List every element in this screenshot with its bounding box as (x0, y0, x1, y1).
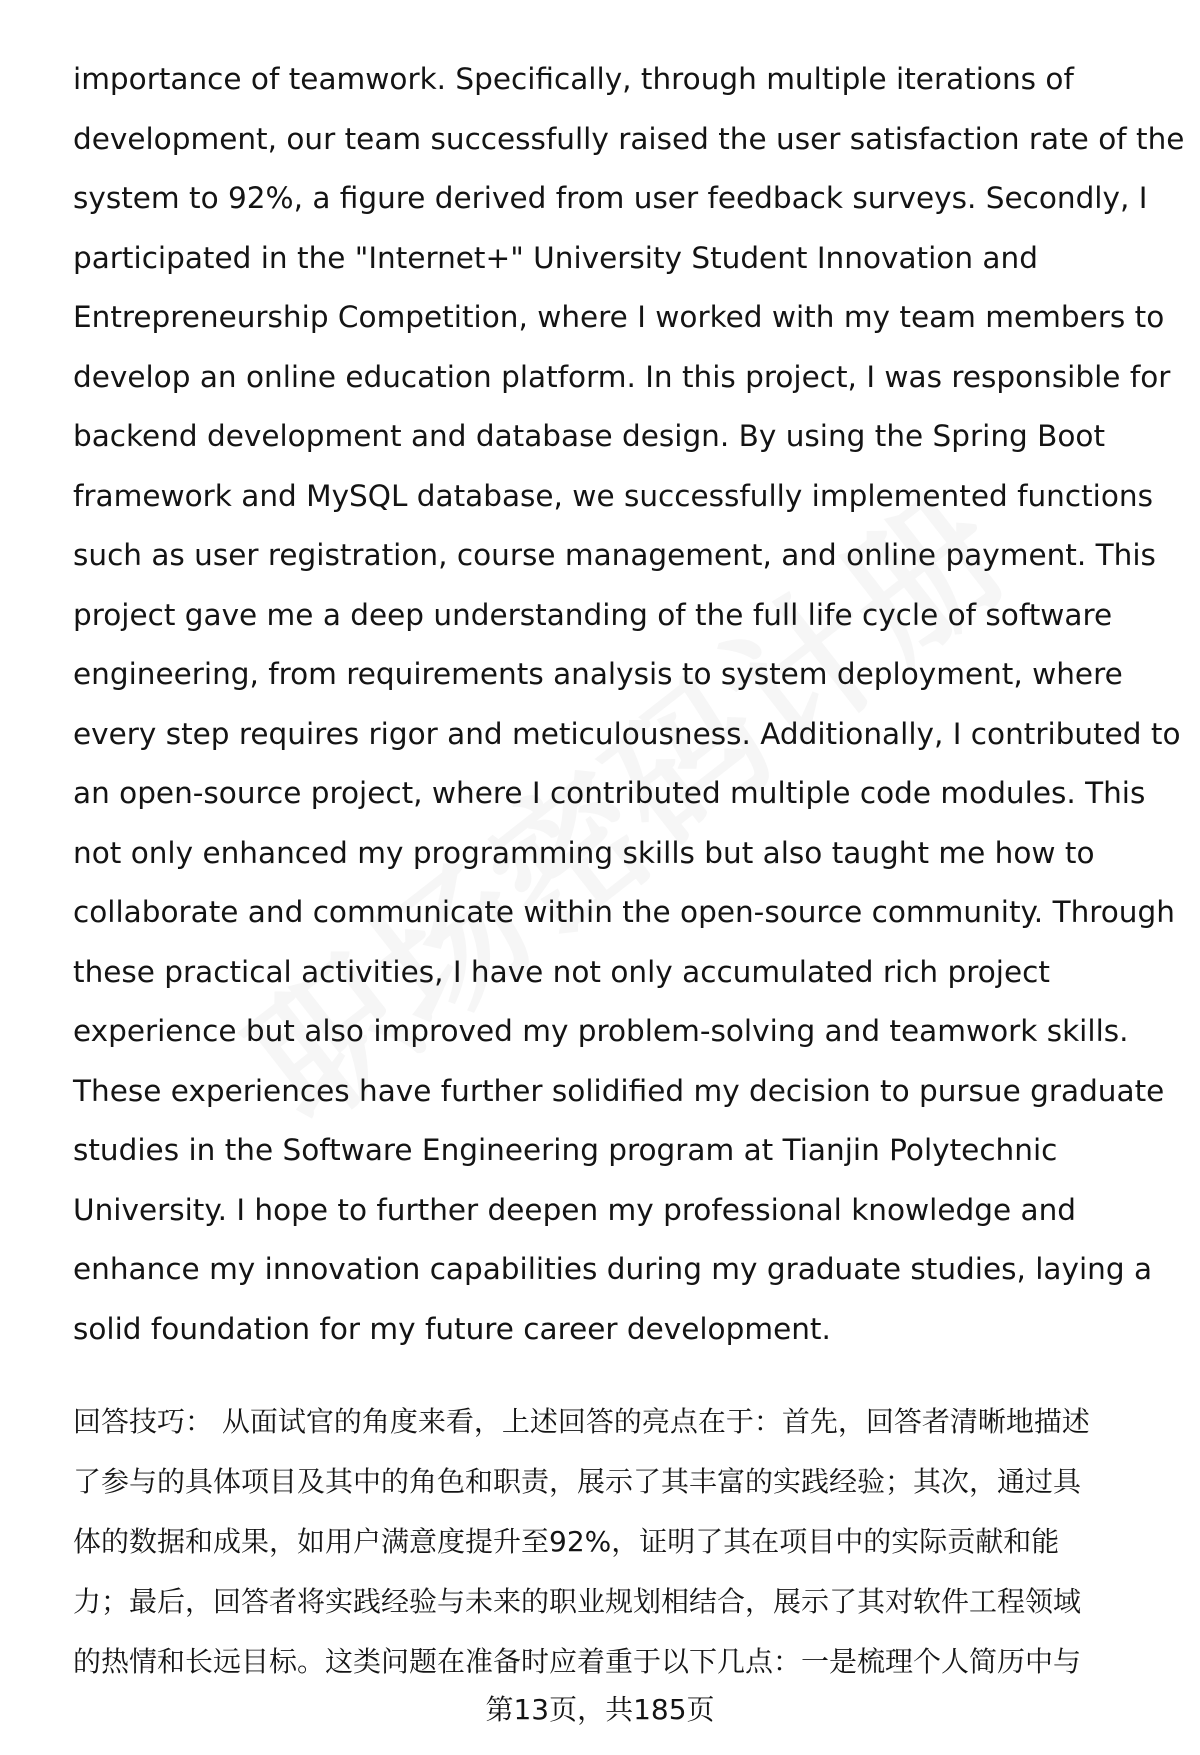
body-line: University. I hope to further deepen my professional knowledge and (73, 1192, 1076, 1227)
body-line: These experiences have further solidified my decision to pursue graduate (73, 1073, 1165, 1108)
body-line: development, our team successfully raised the user satisfaction rate of the (73, 121, 1185, 156)
body-line: project gave me a deep understanding of the full life cycle of software (73, 597, 1113, 632)
body-line: experience but also improved my problem-solving and teamwork skills. (73, 1014, 1129, 1048)
body-line: enhance my innovation capabilities during my graduate studies, laying a (73, 1252, 1153, 1286)
body-line: an open-source project, where I contributed multiple code modules. This (73, 776, 1146, 810)
body-line: not only enhanced my programming skills but also taught me how to (73, 835, 1095, 870)
tips-line: 了参与的具体项目及其中的角色和职责，展示了其丰富的实践经验；其次，通过具 (73, 1465, 1082, 1498)
body-line: such as user registration, course management, and online payment. This (73, 538, 1156, 572)
body-line: studies in the Software Engineering program at Tianjin Polytechnic (73, 1133, 1058, 1167)
body-line: participated in the "Internet+" University Student Innovation and (73, 240, 1038, 275)
body-line: solid foundation for my future career development. (73, 1311, 831, 1346)
tips-line: 回答技巧： 从面试官的角度来看，上述回答的亮点在于：首先，回答者清晰地描述 (73, 1405, 1090, 1438)
tips-line: 的热情和长远目标。这类问题在准备时应着重于以下几点：一是梳理个人简历中与 (73, 1645, 1082, 1678)
body-line: collaborate and communicate within the open-source community. Through (73, 895, 1175, 929)
body-line: framework and MySQL database, we successfully implemented functions (73, 478, 1153, 513)
answer-tips-paragraph (73, 1392, 1163, 1692)
body-line: every step requires rigor and meticulousness. Additionally, I contributed to (73, 716, 1181, 751)
tips-line: 体的数据和成果，如用户满意度提升至92%，证明了其在项目中的实际贡献和能 (73, 1525, 1060, 1558)
tips-line: 力；最后，回答者将实践经验与未来的职业规划相结合，展示了其对软件工程领域 (73, 1585, 1082, 1618)
body-paragraph (73, 50, 1185, 1359)
body-line: these practical activities, I have not only accumulated rich project (73, 954, 1050, 989)
body-line: engineering, from requirements analysis to system deployment, where (73, 657, 1123, 691)
body-line: backend development and database design. By using the Spring Boot (73, 419, 1106, 453)
body-line: Entrepreneurship Competition, where I worked with my team members to (73, 300, 1165, 334)
body-line: system to 92%, a figure derived from user feedback surveys. Secondly, I (73, 181, 1148, 215)
body-line: develop an online education platform. In this project, I was responsible for (73, 359, 1171, 394)
page-number-footer: 第13页，共185页 (485, 1693, 715, 1726)
body-line: importance of teamwork. Specifically, through multiple iterations of (73, 62, 1074, 96)
